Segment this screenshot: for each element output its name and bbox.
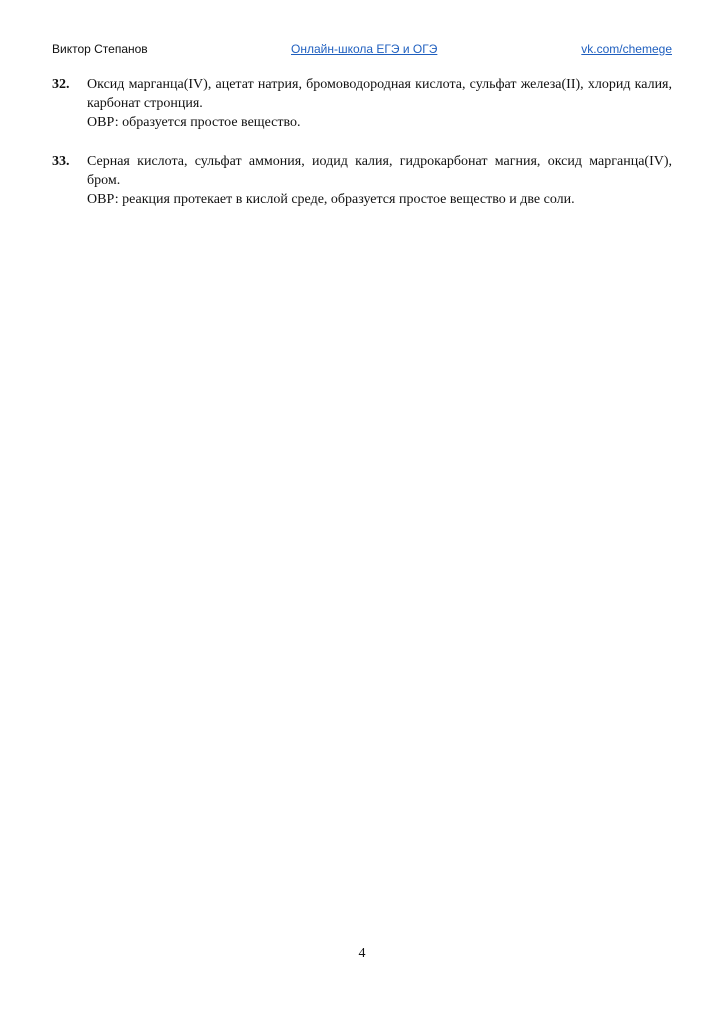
task-ovr-condition: ОВР: образуется простое вещество. — [87, 115, 301, 130]
task-text: Оксид марганца(IV), ацетат натрия, бромоводородная кислота, сульфат железа(II), хлорид калия, карбонат стронция. — [87, 77, 672, 111]
task-number: 33. — [52, 154, 70, 169]
header-vk-link[interactable]: vk.com/chemege — [581, 42, 672, 56]
task-item-32 — [52, 75, 672, 132]
task-item-33 — [52, 152, 672, 209]
header-author: Виктор Степанов — [52, 42, 148, 56]
task-ovr-condition: ОВР: реакция протекает в кислой среде, образуется простое вещество и две соли. — [87, 192, 575, 207]
page-number: 4 — [358, 946, 366, 961]
task-body — [87, 75, 672, 132]
task-text: Серная кислота, сульфат аммония, иодид калия, гидрокарбонат магния, оксид марганца(IV), бром. — [87, 154, 672, 188]
page-header — [52, 40, 672, 60]
header-school-link[interactable]: Онлайн-школа ЕГЭ и ОГЭ — [291, 42, 438, 56]
task-body — [87, 152, 672, 209]
task-number: 32. — [52, 77, 70, 92]
